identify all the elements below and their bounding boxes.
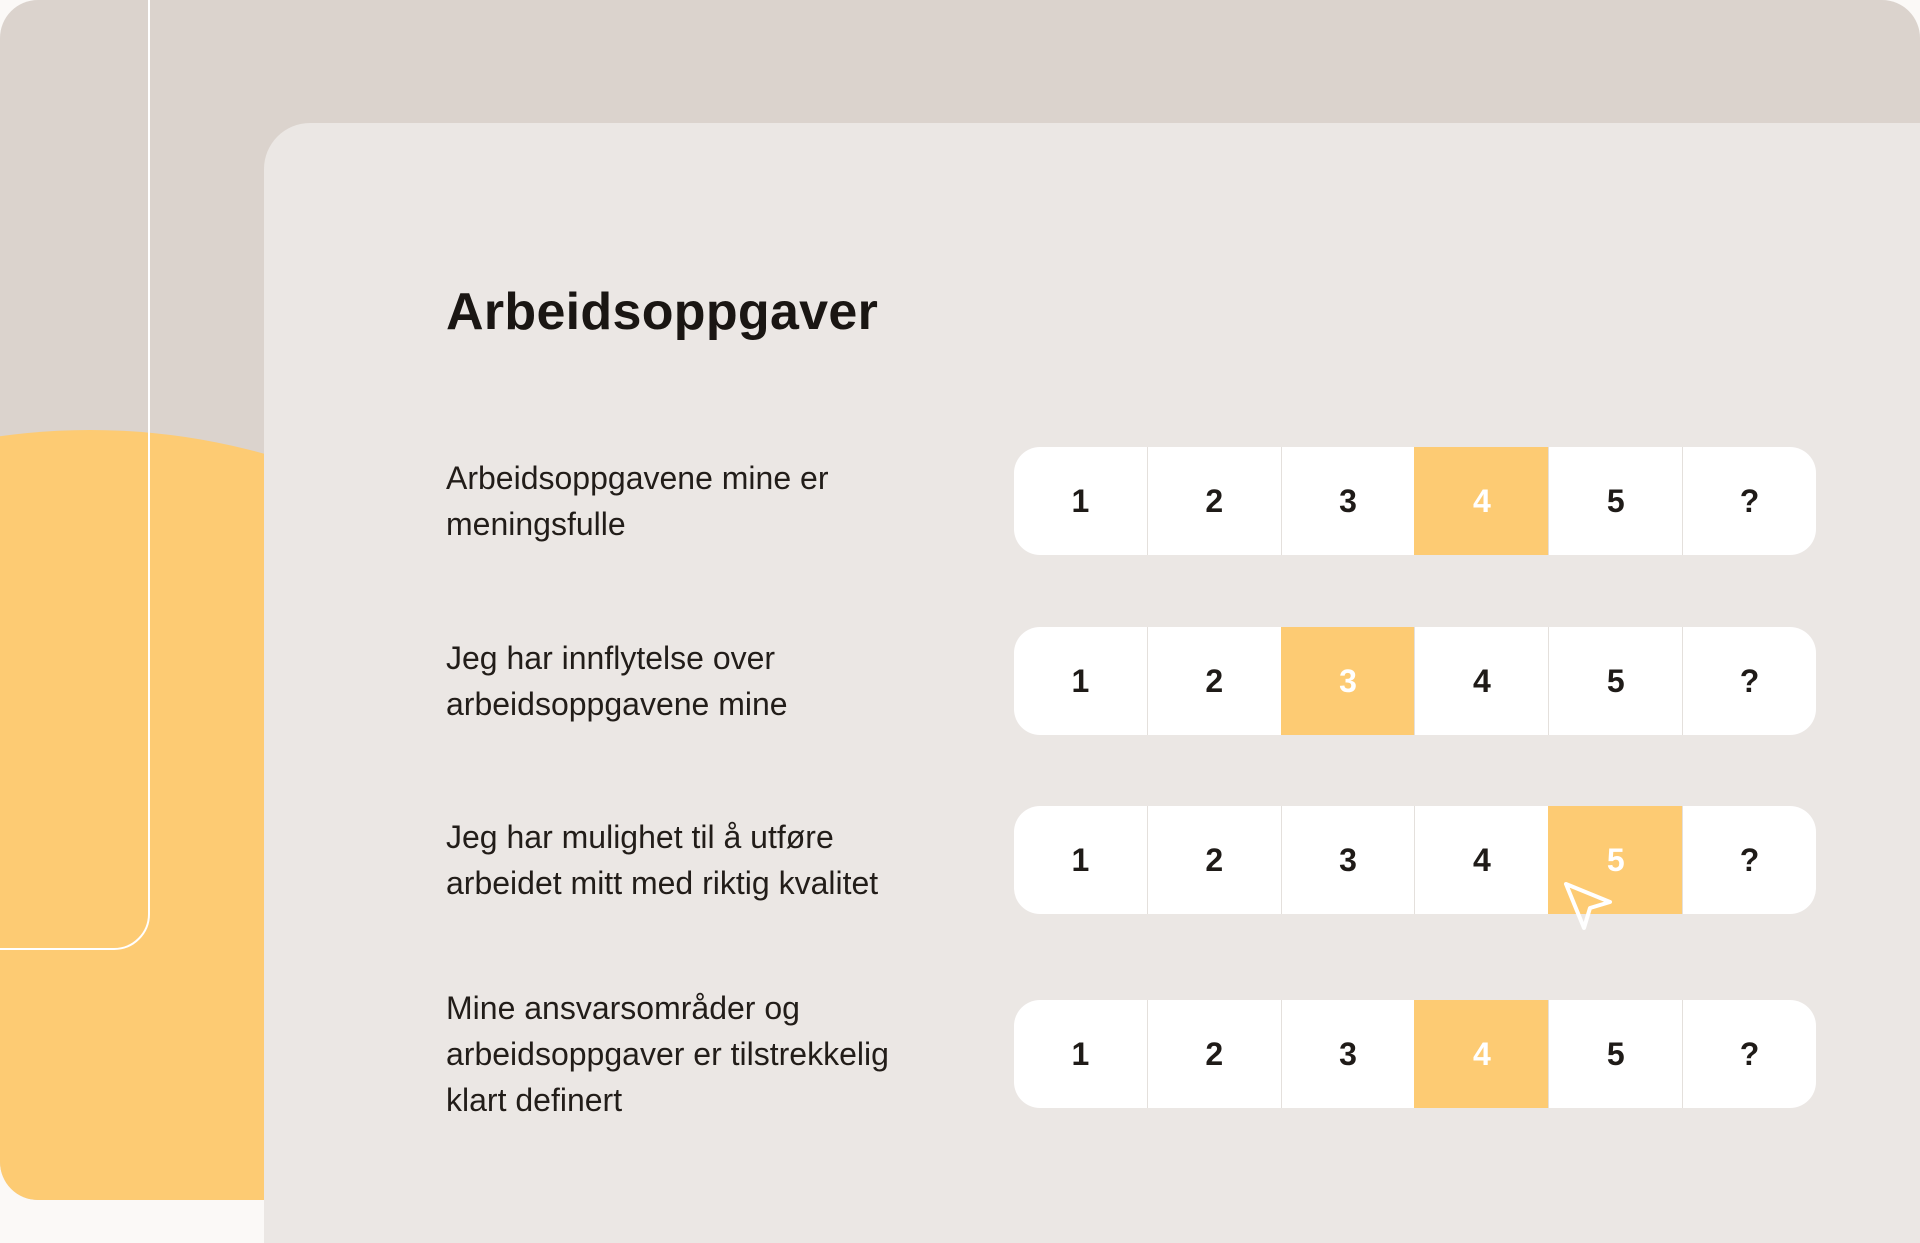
page-title: Arbeidsoppgaver (446, 283, 879, 341)
rating-option-3[interactable]: 3 (1281, 806, 1415, 914)
rating-option-2[interactable]: 2 (1147, 447, 1281, 555)
question-3-line-2: arbeidet mitt med riktig kvalitet (446, 865, 879, 901)
pointer-arrow-icon (1562, 880, 1616, 934)
rating-scale-question-3 (1014, 806, 1816, 914)
question-4-text (446, 985, 966, 1123)
rating-scale-question-4 (1014, 1000, 1816, 1108)
rating-option-unknown[interactable]: ? (1682, 806, 1816, 914)
rating-option-5[interactable]: 5 (1548, 627, 1682, 735)
rating-option-3[interactable]: 3 (1281, 447, 1415, 555)
question-4-line-1: Mine ansvarsområder og (446, 990, 800, 1026)
rating-option-5[interactable]: 5 (1548, 447, 1682, 555)
question-4-line-3: klart definert (446, 1082, 623, 1118)
rating-option-4[interactable]: 4 (1414, 806, 1548, 914)
rating-option-2[interactable]: 2 (1147, 806, 1281, 914)
question-3-line-1: Jeg har mulighet til å utføre (446, 819, 834, 855)
rating-option-1[interactable]: 1 (1071, 482, 1090, 519)
question-1-line-2: meningsfulle (446, 506, 626, 542)
rating-option-2[interactable]: 2 (1147, 627, 1281, 735)
question-3-text (446, 814, 966, 906)
question-4-line-2: arbeidsoppgaver er tilstrekkelig (446, 1036, 889, 1072)
rating-option-3[interactable]: 3 (1281, 1000, 1415, 1108)
question-1-text (446, 455, 966, 547)
rating-option-4[interactable]: 4 (1414, 1000, 1548, 1108)
rating-option-5[interactable]: 5 (1548, 1000, 1682, 1108)
rating-option-unknown[interactable]: ? (1682, 447, 1816, 555)
rating-scale-question-2 (1014, 627, 1816, 735)
rating-option-1[interactable]: 1 (1071, 662, 1090, 699)
question-1-line-1: Arbeidsoppgavene mine er (446, 460, 829, 496)
rating-scale-question-1 (1014, 447, 1816, 555)
rating-option-unknown[interactable]: ? (1682, 627, 1816, 735)
decorative-outline-card (0, 0, 150, 950)
question-2-line-2: arbeidsoppgavene mine (446, 686, 788, 722)
rating-option-4[interactable]: 4 (1414, 627, 1548, 735)
rating-option-4[interactable]: 4 (1414, 447, 1548, 555)
question-2-text (446, 635, 966, 727)
rating-option-2[interactable]: 2 (1147, 1000, 1281, 1108)
rating-option-5[interactable]: 5 (1548, 806, 1682, 914)
rating-option-3[interactable]: 3 (1281, 627, 1415, 735)
question-2-line-1: Jeg har innflytelse over (446, 640, 776, 676)
rating-option-1[interactable]: 1 (1071, 1035, 1090, 1072)
rating-option-1[interactable]: 1 (1071, 841, 1090, 878)
rating-option-unknown[interactable]: ? (1682, 1000, 1816, 1108)
